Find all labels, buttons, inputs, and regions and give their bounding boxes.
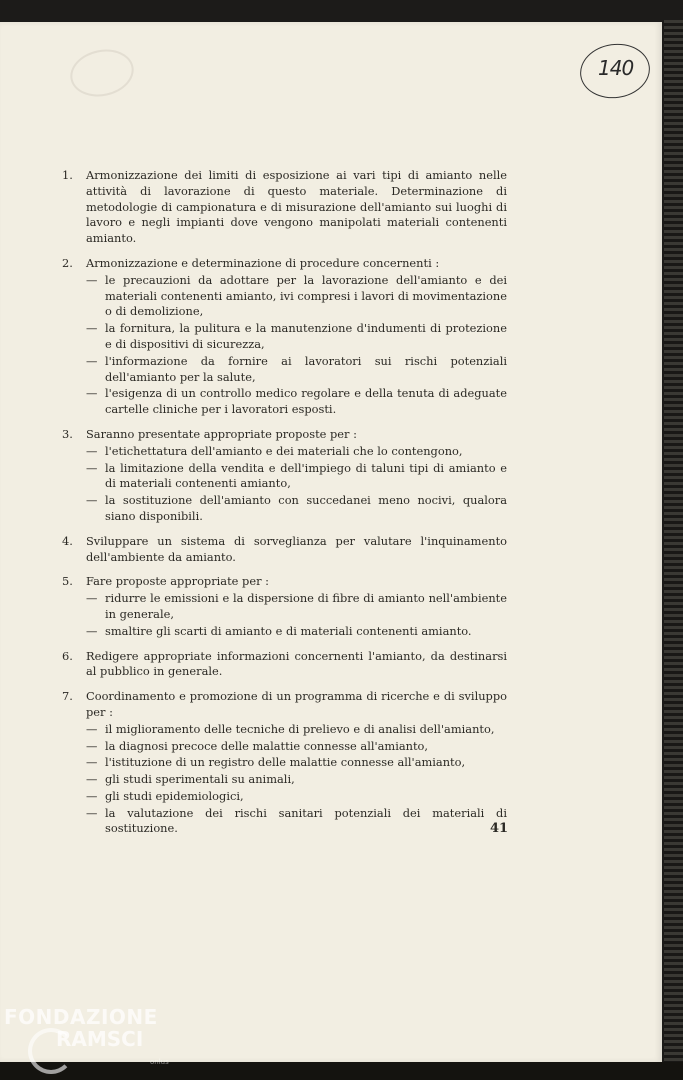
dash-bullet: — [86, 460, 98, 475]
dash-bullet: — [86, 353, 98, 368]
sub-item-text: l'etichettatura dell'amianto e dei materiali che lo contengono, [105, 443, 463, 458]
item-number: 7. [62, 689, 73, 704]
sub-item [86, 739, 507, 755]
item-text: Redigere appropriate informazioni concernenti l'amianto, da destinarsi al pubblico in generale. [86, 648, 507, 679]
dash-bullet: — [86, 788, 98, 803]
item-number: 4. [62, 533, 73, 548]
dash-bullet: — [86, 805, 98, 820]
sub-item-text: l'esigenza di un controllo medico regolare e della tenuta di adeguate cartelle cliniche per i lavoratori esposti. [105, 386, 507, 417]
list-item [62, 534, 507, 566]
sub-item-text: la limitazione della vendita e dell'impiego di taluni tipi di amianto e di materiali contenenti amianto, [105, 460, 507, 491]
watermark-line2: RAMSCI [56, 1027, 144, 1051]
list-item [62, 574, 507, 639]
sub-item-text: l'istituzione di un registro delle malattie connesse all'amianto, [105, 755, 466, 770]
item-text: Fare proposte appropriate per : [86, 574, 269, 589]
dash-bullet: — [86, 772, 98, 787]
page-number: 41 [490, 821, 509, 836]
sub-item-text: il miglioramento delle tecniche di prelievo e di analisi dell'amianto, [105, 721, 495, 736]
folio-number: 140 [598, 56, 634, 80]
dash-bullet: — [86, 721, 98, 736]
watermark-small: onlus [150, 1058, 169, 1066]
sub-item-text: la diagnosi precoce delle malattie connesse all'amianto, [105, 738, 429, 753]
sub-item [86, 386, 507, 418]
item-text: Sviluppare un sistema di sorveglianza per valutare l'inquinamento dell'ambiente da amianto. [86, 533, 507, 564]
sub-item [86, 354, 507, 386]
binding-edge [664, 20, 683, 1080]
item-text: Coordinamento e promozione di un programma di ricerche e di sviluppo per : [86, 689, 507, 719]
item-text: Armonizzazione dei limiti di esposizione ai vari tipi di amianto nelle attività di lavorazione di questo materiale. Determinazione di metodologie di campionatura e di misurazione dell'amianto sui luoghi di lavoro e negli impianti dove vengono manipolati materiali contenenti amianto. [86, 168, 507, 246]
dash-bullet: — [86, 493, 98, 508]
sub-item [86, 755, 507, 771]
dash-bullet: — [86, 755, 98, 770]
dash-bullet: — [86, 321, 98, 336]
item-number: 2. [62, 255, 73, 270]
dash-bullet: — [86, 443, 98, 458]
list-item [62, 168, 507, 247]
sub-item [86, 493, 507, 525]
sub-item-text: la fornitura, la pulitura e la manutenzione d'indumenti di protezione e di dispositivi di sicurezza, [105, 321, 507, 351]
list-item [62, 427, 507, 525]
sub-item-text: le precauzioni da adottare per la lavorazione dell'amianto e dei materiali contenenti amianto, ivi compresi i lavori di movimentazione o di demolizione, [105, 272, 507, 319]
watermark-line1: FONDAZIONE [4, 1005, 158, 1029]
sub-item-text: smaltire gli scarti di amianto e di materiali contenenti amianto. [105, 623, 472, 638]
sub-item [86, 789, 507, 805]
sub-item [86, 624, 507, 640]
list-item [62, 649, 507, 681]
sub-item [86, 722, 507, 738]
sub-item [86, 273, 507, 320]
watermark [4, 1006, 158, 1050]
sub-item [86, 444, 507, 460]
dash-bullet: — [86, 386, 98, 401]
list-item [62, 689, 507, 837]
dash-bullet: — [86, 272, 98, 287]
item-number: 6. [62, 648, 73, 663]
sub-item [86, 461, 507, 493]
item-number: 5. [62, 574, 73, 589]
sub-item-text: l'informazione da fornire ai lavoratori sui rischi potenziali dell'amianto per la salute, [105, 353, 507, 384]
item-text: Saranno presentate appropriate proposte per : [86, 426, 357, 441]
sub-item-text: ridurre le emissioni e la dispersione di fibre di amianto nell'ambiente in generale, [105, 591, 507, 621]
sub-item [86, 806, 507, 838]
item-number: 3. [62, 426, 73, 441]
dash-bullet: — [86, 591, 98, 606]
sub-item-text: la sostituzione dell'amianto con succedanei meno nocivi, qualora siano disponibili. [105, 493, 507, 523]
bottom-edge [0, 1062, 683, 1080]
item-number: 1. [62, 168, 73, 182]
dash-bullet: — [86, 623, 98, 638]
sub-item-text: gli studi epidemiologici, [105, 788, 244, 803]
dash-bullet: — [86, 738, 98, 753]
sub-item-text: la valutazione dei rischi sanitari potenziali dei materiali di sostituzione. [105, 805, 507, 836]
numbered-list [62, 168, 507, 846]
sub-item-text: gli studi sperimentali su animali, [105, 772, 295, 787]
list-item [62, 256, 507, 418]
sub-item [86, 772, 507, 788]
sub-item [86, 591, 507, 623]
sub-item [86, 321, 507, 353]
item-text: Armonizzazione e determinazione di procedure concernenti : [86, 255, 440, 270]
